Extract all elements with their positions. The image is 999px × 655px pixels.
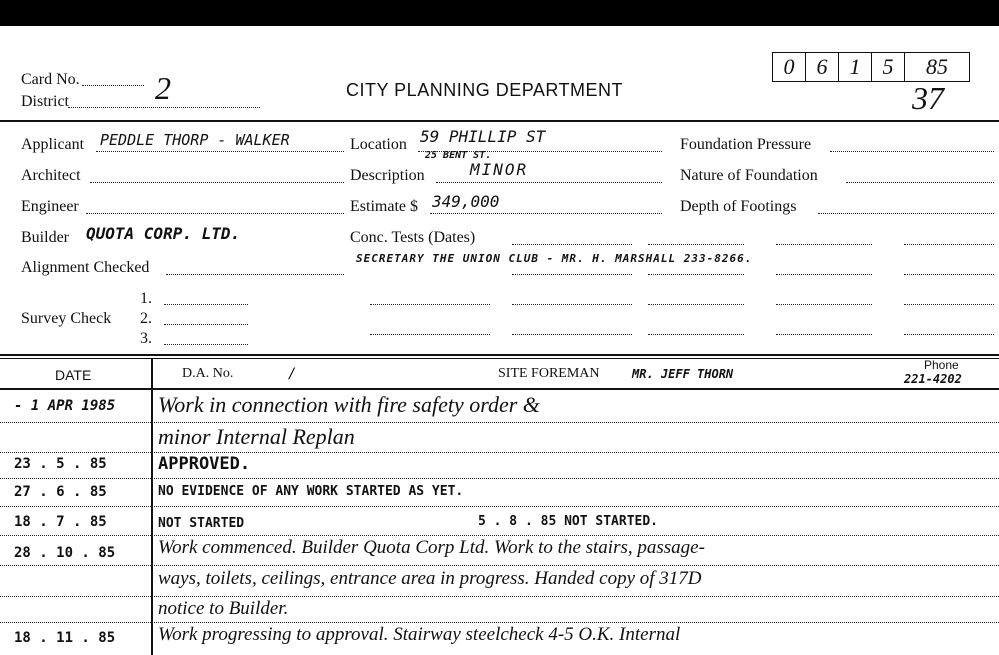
log-entry-date: 23 . 5 . 85 [14, 456, 107, 472]
conc-row4-line-1 [512, 334, 632, 335]
log-da-header: D.A. No. [182, 366, 234, 381]
conc-row2-line-3 [776, 274, 872, 275]
date-box-cell: 1 [839, 53, 872, 81]
survey-item-2: 2. [140, 310, 152, 327]
log-row-line [0, 478, 999, 479]
date-box [772, 52, 970, 82]
log-row-line [0, 452, 999, 453]
log-row-line [0, 622, 999, 623]
survey-item-1: 1. [140, 290, 152, 307]
location-value-2: 25 BENT ST. [425, 150, 492, 161]
site-foreman-label: SITE FOREMAN [498, 366, 600, 381]
conc-row4-line-4 [904, 334, 994, 335]
estimate-label: Estimate $ [350, 198, 418, 215]
log-entry-text: NOT STARTED [158, 516, 245, 531]
foundation-pressure-line [830, 151, 994, 152]
conc-row2-line-4 [904, 274, 994, 275]
depth-footings-label: Depth of Footings [680, 198, 797, 215]
secretary-note: SECRETARY THE UNION CLUB - MR. H. MARSHALL 233-8266. [356, 252, 753, 265]
conc-tests-line-2 [648, 244, 744, 245]
applicant-value: PEDDLE THORP - WALKER [100, 131, 290, 149]
conc-row2-line-1 [512, 274, 632, 275]
date-box-cell: 6 [806, 53, 839, 81]
conc-row3-line-0 [370, 304, 490, 305]
description-label: Description [350, 167, 425, 184]
conc-tests-line-1 [512, 244, 632, 245]
log-entry-text-secondary: 5 . 8 . 85 NOT STARTED. [478, 514, 659, 529]
conc-row3-line-4 [904, 304, 994, 305]
location-label: Location [350, 136, 407, 153]
builder-value: QUOTA CORP. LTD. [86, 224, 241, 243]
conc-row2-line-2 [648, 274, 744, 275]
log-table-body [0, 390, 999, 655]
card-no-label: Card No. [21, 71, 80, 88]
log-entry-text: Work commenced. Builder Quota Corp Ltd. Work to the stairs, passage- [158, 537, 705, 558]
estimate-value: 349,000 [432, 192, 500, 211]
architect-line [90, 182, 344, 183]
log-entry-text: APPROVED. [158, 454, 251, 474]
log-row-line [0, 535, 999, 536]
log-entry-text: ways, toilets, ceilings, entrance area in progress. Handed copy of 317D [158, 568, 702, 589]
alignment-line [166, 274, 344, 275]
header-divider [0, 120, 999, 122]
log-entry-date: 18 . 11 . 85 [14, 630, 116, 646]
architect-label: Architect [21, 167, 81, 184]
survey-line-1 [164, 304, 248, 305]
log-entry-date: - 1 APR 1985 [14, 398, 116, 414]
log-date-header: DATE [55, 367, 92, 383]
phone-label: Phone [924, 358, 959, 372]
site-foreman-value: MR. JEFF THORN [632, 367, 734, 381]
top-black-border [0, 0, 999, 26]
builder-label: Builder [21, 229, 69, 246]
conc-row3-line-2 [648, 304, 744, 305]
engineer-label: Engineer [21, 198, 79, 215]
location-line [418, 151, 662, 152]
log-top-border [0, 354, 999, 356]
log-row-line [0, 506, 999, 507]
log-entry-date: 18 . 7 . 85 [14, 514, 107, 530]
log-entry-date: 27 . 6 . 85 [14, 484, 107, 500]
district-line [68, 107, 260, 108]
reference-number: 37 [912, 80, 944, 116]
conc-row3-line-3 [776, 304, 872, 305]
phone-value: 221-4202 [904, 372, 962, 386]
log-row-line [0, 422, 999, 423]
date-box-cell: 85 [926, 54, 948, 79]
survey-line-3 [164, 344, 248, 345]
page-title: CITY PLANNING DEPARTMENT [346, 80, 624, 100]
conc-row4-line-3 [776, 334, 872, 335]
conc-tests-line-3 [776, 244, 872, 245]
log-entry-text: Work in connection with fire safety order & [158, 392, 540, 417]
applicant-line [96, 151, 344, 152]
engineer-line [86, 213, 344, 214]
survey-label: Survey Check [21, 310, 112, 327]
log-row-line [0, 565, 999, 566]
conc-row3-line-1 [512, 304, 632, 305]
conc-row4-line-0 [370, 334, 490, 335]
log-entry-date: 28 . 10 . 85 [14, 545, 116, 561]
date-box-cell: 0 [773, 53, 806, 81]
log-da-value: / [288, 366, 297, 382]
estimate-line [430, 213, 662, 214]
alignment-label: Alignment Checked [21, 259, 150, 276]
district-label: District [21, 93, 69, 110]
applicant-label: Applicant [21, 136, 85, 153]
log-entry-text: minor Internal Replan [158, 424, 355, 449]
conc-tests-label: Conc. Tests (Dates) [350, 229, 476, 246]
location-value: 59 PHILLIP ST [420, 127, 546, 146]
survey-item-3: 3. [140, 330, 152, 347]
foundation-pressure-label: Foundation Pressure [680, 136, 812, 153]
survey-line-2 [164, 324, 248, 325]
nature-foundation-label: Nature of Foundation [680, 167, 818, 184]
card-no-value: 2 [155, 70, 171, 106]
description-line [436, 182, 662, 183]
log-row-line [0, 596, 999, 597]
conc-row4-line-2 [648, 334, 744, 335]
log-entry-text: notice to Builder. [158, 598, 289, 619]
depth-footings-line [818, 213, 994, 214]
log-top-border-2 [0, 358, 999, 359]
description-value: MINOR [470, 160, 529, 179]
card-no-line [82, 85, 144, 86]
nature-foundation-line [846, 182, 994, 183]
log-entry-text: Work progressing to approval. Stairway steelcheck 4-5 O.K. Internal [158, 624, 681, 645]
conc-tests-line-4 [904, 244, 994, 245]
date-box-cell: 5 [872, 53, 905, 81]
log-entry-text: NO EVIDENCE OF ANY WORK STARTED AS YET. [158, 484, 464, 499]
